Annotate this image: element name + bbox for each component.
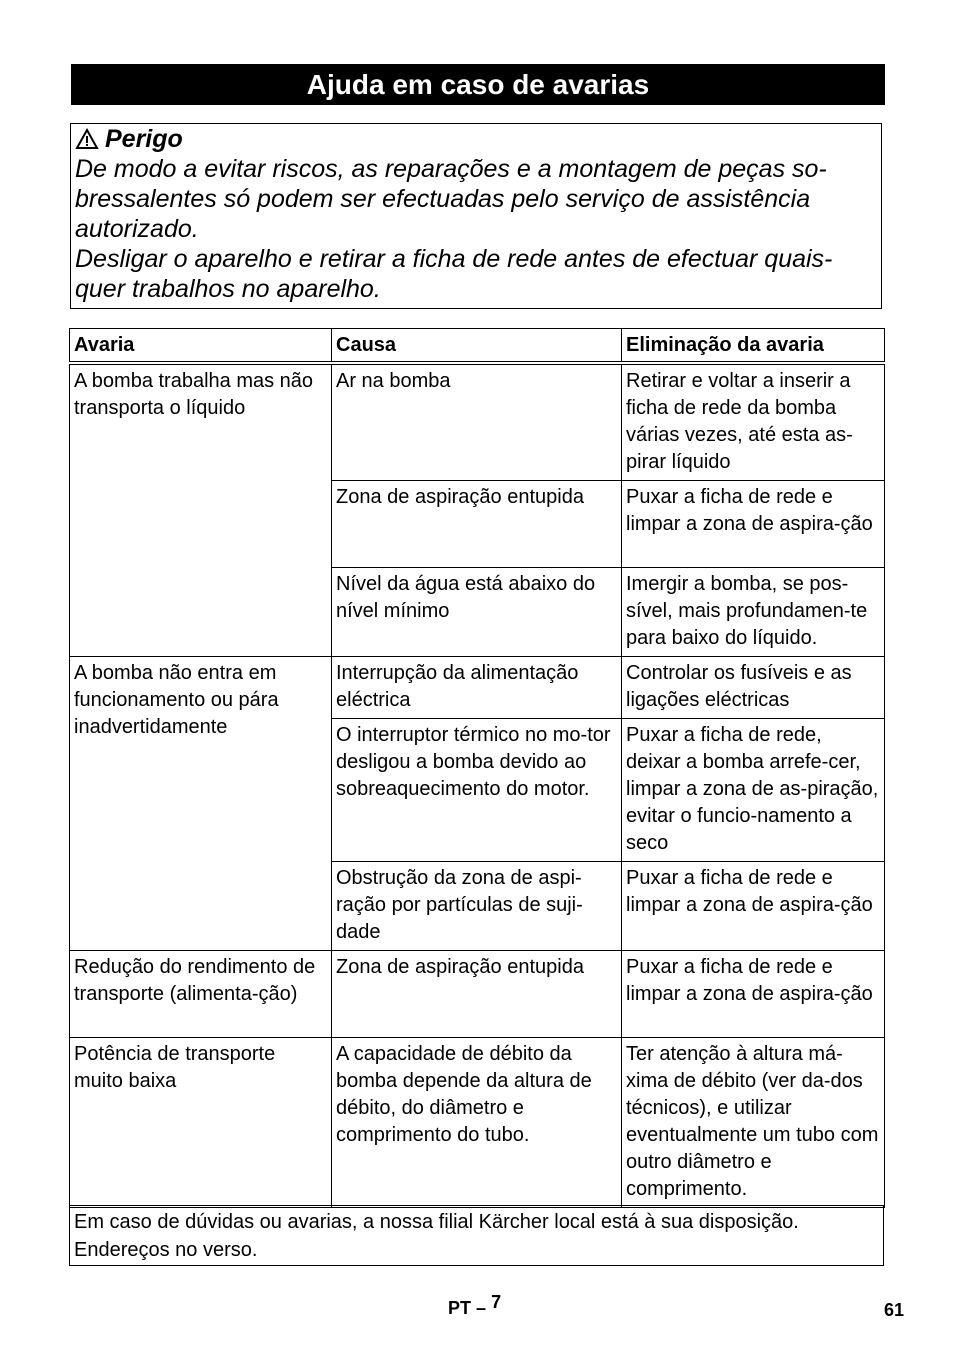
column-header-fault: Avaria	[70, 329, 332, 364]
remedy-cell: Controlar os fusíveis e as ligações eléctricas	[622, 657, 885, 719]
danger-text-line: bressalentes só podem ser efectuadas pelo serviço de assistência	[75, 185, 811, 213]
remedy-cell: Ter atenção à altura má-xima de débito (ver da-dos técnicos), e utilizar eventualmente um tubo com outro diâmetro e comprimento.	[622, 1038, 885, 1208]
danger-heading: Perigo	[105, 125, 183, 153]
remedy-cell: Imergir a bomba, se pos-sível, mais profundamen-te para baixo do líquido.	[622, 568, 885, 657]
cause-cell: Nível da água está abaixo do nível mínimo	[332, 568, 622, 657]
table-row	[70, 951, 885, 1038]
danger-text-line: Desligar o aparelho e retirar a ficha de rede antes de efectuar quais-	[75, 245, 833, 273]
table-row	[70, 1038, 885, 1208]
fault-cell: Potência de transporte muito baixa	[70, 1038, 332, 1208]
cause-cell: Ar na bomba	[332, 363, 622, 481]
table-row	[70, 657, 885, 719]
column-header-cause: Causa	[332, 329, 622, 364]
cause-cell: A capacidade de débito da bomba depende da altura de débito, do diâmetro e comprimento do tubo.	[332, 1038, 622, 1208]
fault-cell: A bomba não entra em funcionamento ou pára inadvertidamente	[70, 657, 332, 951]
table-header-row	[70, 329, 885, 364]
column-header-remedy: Eliminação da avaria	[622, 329, 885, 364]
page-number: 61	[884, 1300, 905, 1320]
danger-heading-row	[75, 124, 877, 154]
troubleshooting-table	[69, 328, 885, 1208]
fault-cell: Redução do rendimento de transporte (alimenta-ção)	[70, 951, 332, 1038]
cause-cell: Obstrução da zona de aspi-ração por partículas de suji-dade	[332, 862, 622, 951]
page-title: Ajuda em caso de avarias	[71, 64, 885, 105]
danger-text-line: autorizado.	[75, 215, 199, 243]
cause-cell: Zona de aspiração entupida	[332, 951, 622, 1038]
remedy-cell: Puxar a ficha de rede e limpar a zona de aspira-ção	[622, 481, 885, 568]
table-row	[70, 363, 885, 481]
remedy-cell: Puxar a ficha de rede, deixar a bomba arrefe-cer, limpar a zona de as-piração, evitar o funcio-namento a seco	[622, 719, 885, 862]
footer-section-page: 7	[491, 1292, 502, 1312]
danger-text-line: De modo a evitar riscos, as reparações e a montagem de peças so-	[75, 155, 827, 183]
footer-section-label	[448, 1292, 502, 1319]
remedy-cell: Puxar a ficha de rede e limpar a zona de aspira-ção	[622, 862, 885, 951]
footer-dash: –	[476, 1298, 487, 1318]
danger-notice	[70, 123, 882, 309]
fault-cell: A bomba trabalha mas não transporta o líquido	[70, 363, 332, 657]
remedy-cell: Puxar a ficha de rede e limpar a zona de aspira-ção	[622, 951, 885, 1038]
footer-language: PT	[448, 1298, 472, 1318]
service-note: Em caso de dúvidas ou avarias, a nossa filial Kärcher local está à sua disposição. Endereços no verso.	[69, 1205, 884, 1266]
cause-cell: Zona de aspiração entupida	[332, 481, 622, 568]
cause-cell: O interruptor térmico no mo-tor desligou a bomba devido ao sobreaquecimento do motor.	[332, 719, 622, 862]
warning-triangle-icon	[75, 128, 99, 150]
cause-cell: Interrupção da alimentação eléctrica	[332, 657, 622, 719]
danger-text-line: quer trabalhos no aparelho.	[75, 275, 381, 303]
remedy-cell: Retirar e voltar a inserir a ficha de rede da bomba várias vezes, até esta as-pirar líquido	[622, 363, 885, 481]
